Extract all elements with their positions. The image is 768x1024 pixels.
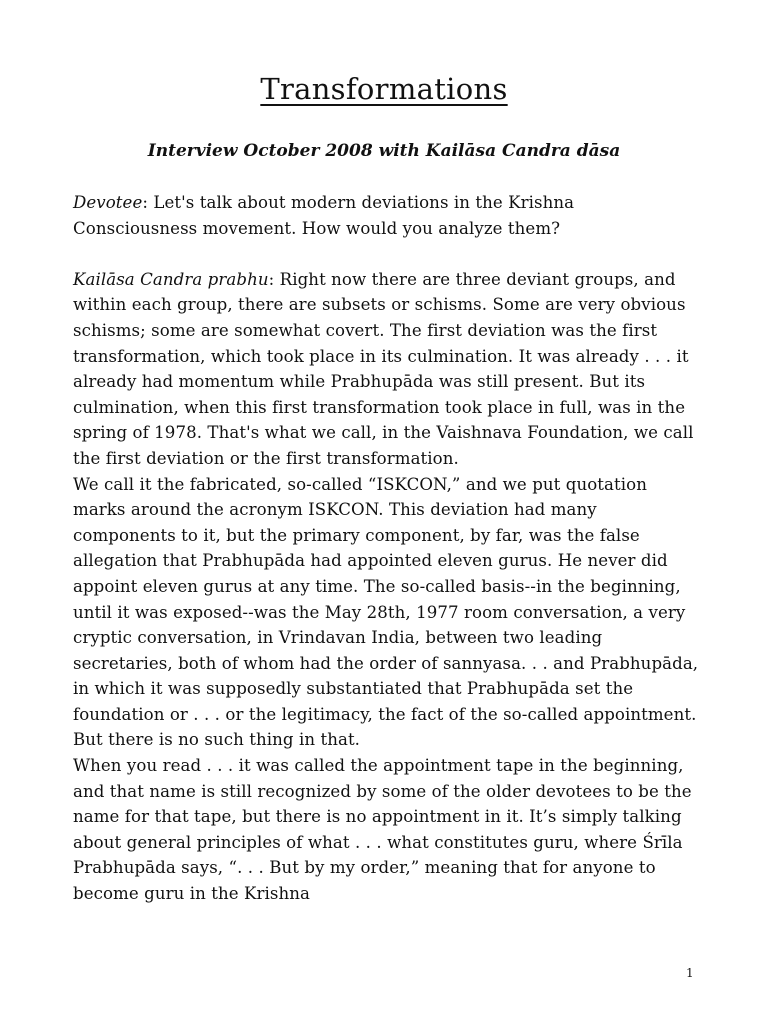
answer-paragraph-1: [73, 267, 703, 472]
question-text: : Let's talk about modern deviations in the Krishna Consciousness movement. How would you analyze them?: [73, 193, 575, 238]
answer-paragraph-2: We call it the fabricated, so-called “ISKCON,” and we put quotation marks around the acronym ISKCON. This deviation had many components to it, but the primary component, by far, was the false allegation that Prabhupāda had appointed eleven gurus. He never did appoint eleven gurus at any time. The so-called basis--in the beginning, until it was exposed--was the May 28th, 1977 room conversation, a very cryptic conversation, in Vrindavan India, between two leading secretaries, both of whom had the order of sannyasa. . . and Prabhupāda, in which it was supposedly substantiated that Prabhupāda set the foundation or . . . or the legitimacy, the fact of the so-called appointment. But there is no such thing in that.: [73, 474, 699, 750]
document-title: Transformations: [260, 72, 508, 106]
question-speaker: Devotee: [73, 193, 143, 212]
question-paragraph: [73, 190, 703, 241]
document-body: [73, 190, 703, 907]
answer-paragraph-3: When you read . . . it was called the appointment tape in the beginning, and that name is still recognized by some of the older devotees to be the name for that tape, but there is no appointment in it. It’s simply talking about general principles of what . . . what constitutes guru, where Śrīla Prabhupāda says, “. . . But by my order,” meaning that for anyone to become guru in the Krishna: [73, 756, 692, 904]
document-subtitle: Interview October 2008 with Kailāsa Candra dāsa: [147, 141, 621, 161]
answer-speaker: Kailāsa Candra prabhu: [73, 269, 269, 289]
answer-text-1: : Right now there are three deviant groups, and within each group, there are subsets or schisms. Some are very obvious schisms; some are somewhat covert. The first deviation was the first transformation, which took place in its culmination. It was already . . . it already had momentum while Prabhupāda was still present. But its culmination, when this first transformation took place in full, was in the spring of 1978. That's what we call, in the Vaishnava Foundation, we call the first deviation or the first transformation.: [73, 269, 694, 468]
page-number: 1: [686, 966, 694, 980]
